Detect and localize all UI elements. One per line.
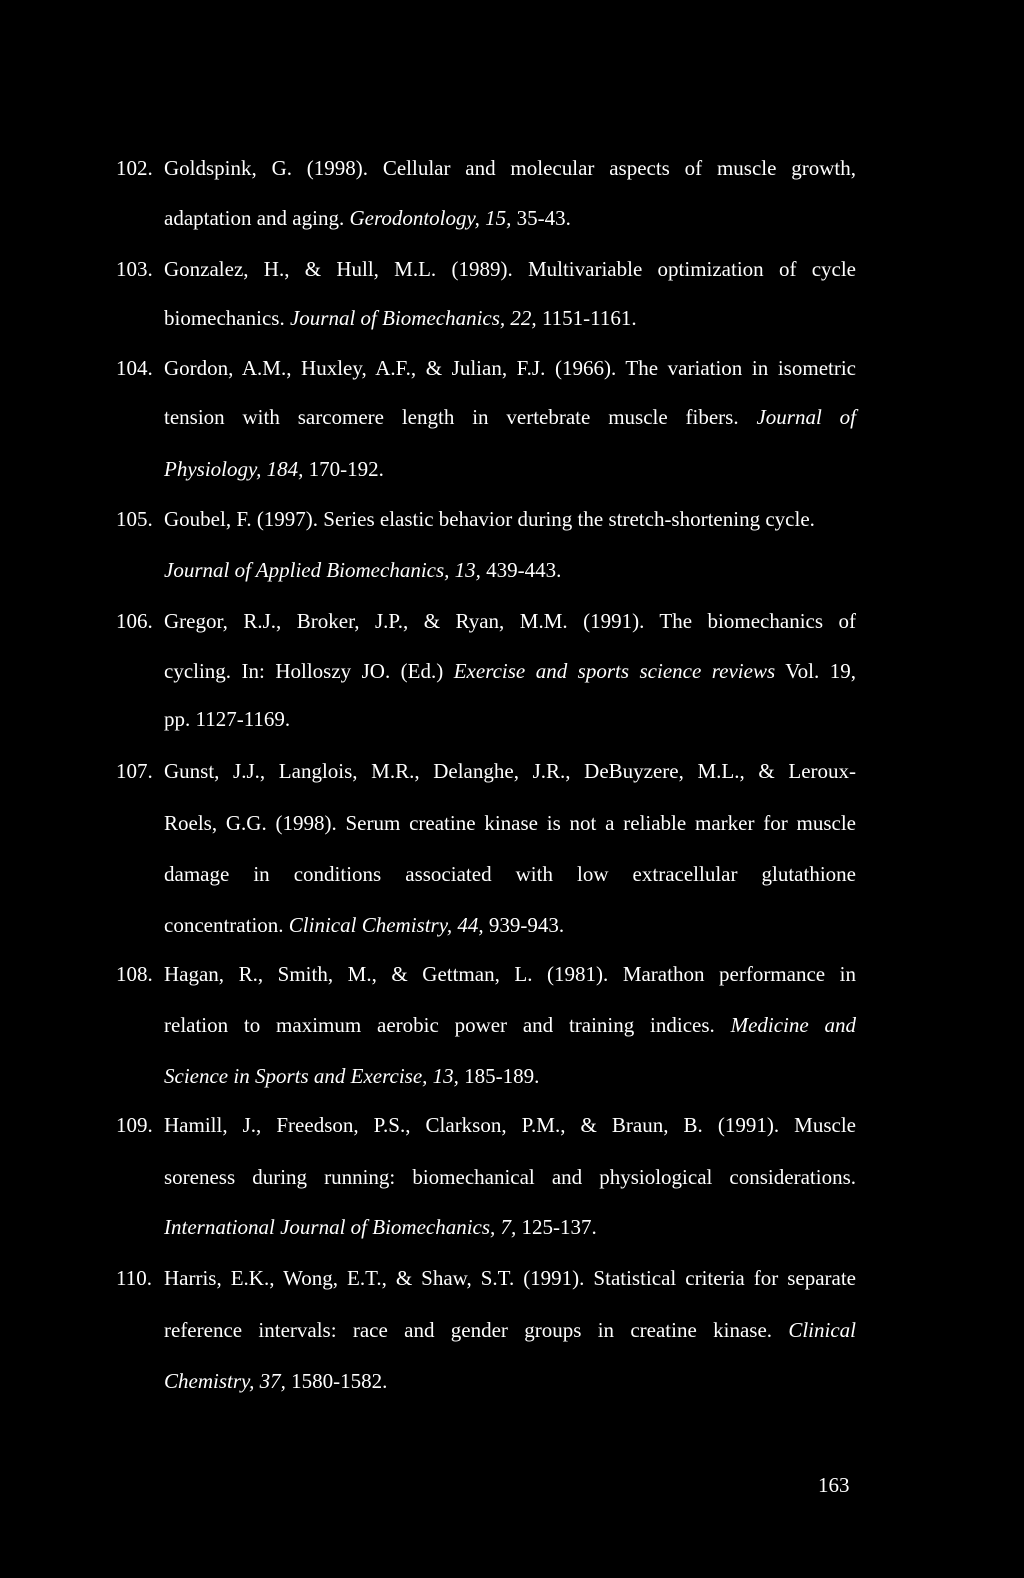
reference-number: 110. xyxy=(116,1266,152,1290)
reference-source: Journal of xyxy=(756,405,856,429)
reference-line xyxy=(164,912,564,938)
reference-pages: 1151-1161. xyxy=(536,306,637,330)
reference-text: Goldspink, G. (1998). Cellular and molecular aspects of muscle growth, xyxy=(164,156,856,180)
reference-text: Gordon, A.M., Huxley, A.F., & Julian, F.J. (1966). The variation in isometric xyxy=(164,356,856,380)
reference-source: Journal of Biomechanics, 22, xyxy=(289,306,537,330)
reference-pages: Vol. 19, xyxy=(775,659,856,683)
reference-source: Journal of Applied Biomechanics, 13, xyxy=(164,558,481,582)
reference-pages: 125-137. xyxy=(516,1215,597,1239)
reference-pages: 1580-1582. xyxy=(285,1369,388,1393)
reference-line xyxy=(164,1012,856,1038)
reference-number: 109. xyxy=(116,1113,153,1137)
reference-line xyxy=(164,861,856,887)
reference-line xyxy=(164,456,384,482)
reference-pages: 439-443. xyxy=(480,558,562,582)
reference-line xyxy=(164,305,637,331)
reference-text: Roels, G.G. (1998). Serum creatine kinase is not a reliable marker for muscle xyxy=(164,811,856,835)
reference-number: 102. xyxy=(116,156,153,180)
reference-source: Gerodontology, 15, xyxy=(349,206,512,230)
reference-number: 108. xyxy=(116,962,153,986)
reference-text: Gonzalez, H., & Hull, M.L. (1989). Multivariable optimization of cycle xyxy=(164,257,856,281)
reference-text: reference intervals: race and gender groups in creatine kinase. xyxy=(164,1318,789,1342)
reference-line xyxy=(164,810,856,836)
reference-text: tension with sarcomere length in vertebrate muscle fibers. xyxy=(164,405,757,429)
reference-text: damage in conditions associated with low extracellular glutathione xyxy=(164,862,856,886)
reference-line xyxy=(164,1164,856,1190)
reference-number: 104. xyxy=(116,356,153,380)
reference-source: Physiology, 184, xyxy=(164,457,304,481)
reference-text: cycling. In: Holloszy JO. (Ed.) xyxy=(164,659,454,683)
reference-text: Goubel, F. (1997). Series elastic behavior during the stretch-shortening cycle. xyxy=(164,507,815,531)
reference-pages: 939-943. xyxy=(483,913,565,937)
reference-number: 105. xyxy=(116,507,153,531)
reference-text: relation to maximum aerobic power and training indices. xyxy=(164,1013,731,1037)
reference-source: International Journal of Biomechanics, 7, xyxy=(164,1215,517,1239)
reference-text: soreness during running: biomechanical and physiological considerations. xyxy=(164,1165,856,1189)
reference-text: Hagan, R., Smith, M., & Gettman, L. (1981). Marathon performance in xyxy=(164,962,856,986)
reference-line xyxy=(164,404,856,430)
reference-source: Exercise and sports science reviews xyxy=(453,659,776,683)
reference-line xyxy=(164,1214,597,1240)
reference-line xyxy=(164,205,571,231)
reference-text: Harris, E.K., Wong, E.T., & Shaw, S.T. (1991). Statistical criteria for separate xyxy=(164,1266,856,1290)
reference-text: concentration. xyxy=(164,913,289,937)
reference-line xyxy=(164,1063,539,1089)
reference-line xyxy=(116,1112,856,1138)
reference-line xyxy=(164,557,561,583)
reference-line xyxy=(116,506,815,532)
reference-line xyxy=(164,1368,387,1394)
reference-number: 107. xyxy=(116,759,153,783)
reference-pages: 170-192. xyxy=(303,457,384,481)
reference-line xyxy=(164,658,856,684)
reference-line xyxy=(116,256,856,282)
reference-source: Chemistry, 37, xyxy=(164,1369,286,1393)
reference-line xyxy=(116,1265,856,1291)
reference-line xyxy=(116,608,856,634)
reference-text: biomechanics. xyxy=(164,306,290,330)
reference-pages: 35-43. xyxy=(511,206,571,230)
reference-number: 103. xyxy=(116,257,153,281)
reference-line xyxy=(116,961,856,987)
reference-source: Science in Sports and Exercise, 13, xyxy=(164,1064,459,1088)
reference-number: 106. xyxy=(116,609,153,633)
reference-line xyxy=(116,355,856,381)
reference-text: adaptation and aging. xyxy=(164,206,350,230)
reference-text: Gregor, R.J., Broker, J.P., & Ryan, M.M. (1991). The biomechanics of xyxy=(164,609,856,633)
reference-text: Gunst, J.J., Langlois, M.R., Delanghe, J.R., DeBuyzere, M.L., & Leroux- xyxy=(164,759,856,783)
reference-source: Medicine and xyxy=(730,1013,856,1037)
page-number: 163 xyxy=(818,1473,850,1497)
reference-line xyxy=(164,1317,856,1343)
reference-pages: 185-189. xyxy=(458,1064,540,1088)
reference-line xyxy=(164,706,290,732)
reference-source: Clinical Chemistry, 44, xyxy=(288,913,484,937)
reference-text: pp. 1127-1169. xyxy=(164,707,291,731)
reference-text: Hamill, J., Freedson, P.S., Clarkson, P.M., & Braun, B. (1991). Muscle xyxy=(164,1113,856,1137)
reference-source: Clinical xyxy=(788,1318,856,1342)
reference-line xyxy=(116,155,856,181)
reference-line xyxy=(116,758,856,784)
